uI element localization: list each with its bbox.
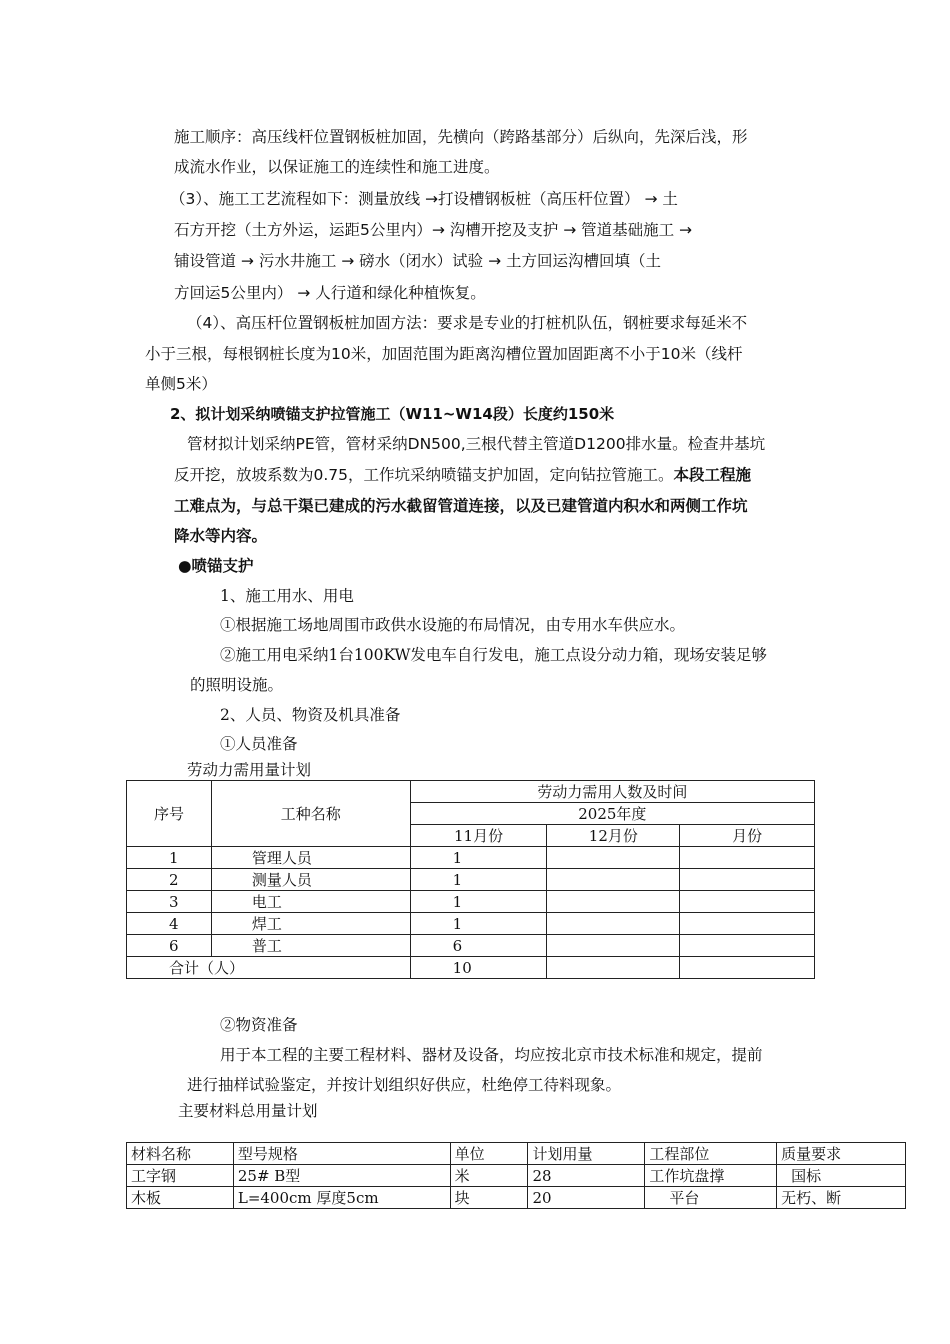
labor-m1: 1: [410, 913, 547, 935]
labor-name: 测量人员: [211, 869, 410, 891]
labor-m3: [680, 869, 815, 891]
paragraph-line: 降水等内容。: [174, 527, 268, 545]
paragraph-line: ②施工用电采纳1台100KW发电车自行发电，施工点设分动力箱，现场安装足够: [220, 646, 767, 664]
subsection-heading: 2、人员、物资及机具准备: [220, 706, 401, 724]
paragraph-line: 施工顺序：高压线杆位置钢板桩加固，先横向（跨路基部分）后纵向，先深后浅，形: [174, 128, 748, 146]
labor-m3: [680, 913, 815, 935]
table-row: [127, 847, 815, 869]
material-quality: 国标: [777, 1165, 906, 1187]
material-header: 计划用量: [528, 1143, 645, 1165]
labor-seq: 6: [127, 935, 212, 957]
labor-m3: [680, 957, 815, 979]
labor-name: 焊工: [211, 913, 410, 935]
paragraph-bold-text: 本段工程施: [673, 466, 752, 484]
table-row: [127, 891, 815, 913]
material-header: 型号规格: [233, 1143, 450, 1165]
paragraph-line: 单侧5米）: [145, 375, 217, 393]
material-location: 工作坑盘撑: [645, 1165, 777, 1187]
paragraph-line: 用于本工程的主要工程材料、器材及设备，均应按北京市技术标准和规定，提前: [220, 1046, 763, 1064]
table-row-total: [127, 957, 815, 979]
labor-header-type: 工种名称: [211, 781, 410, 847]
material-header: 工程部位: [645, 1143, 777, 1165]
paragraph-line: ①人员准备: [220, 735, 298, 753]
paragraph-line: ①根据施工场地周围市政供水设施的布局情况，由专用水车供应水。: [220, 616, 686, 634]
labor-m2: [547, 891, 680, 913]
material-spec: L=400cm 厚度5cm: [233, 1187, 450, 1209]
table-row: [127, 869, 815, 891]
labor-m1: 6: [410, 935, 547, 957]
bullet-heading: ●喷锚支护: [178, 557, 254, 575]
paragraph-line: 小于三根，每根钢桩长度为10米，加固范围为距离沟槽位置加固距离不小于10米（线杆: [145, 345, 743, 363]
labor-header-seq: 序号: [127, 781, 212, 847]
labor-name: 管理人员: [211, 847, 410, 869]
labor-table: [126, 780, 815, 979]
labor-m2: [547, 935, 680, 957]
paragraph-line: [174, 465, 751, 485]
labor-m2: [547, 869, 680, 891]
labor-seq: 1: [127, 847, 212, 869]
paragraph-line: 石方开挖（土方外运，运距5公里内）→ 沟槽开挖及支护 → 管道基础施工 →: [174, 221, 693, 239]
material-qty: 20: [528, 1187, 645, 1209]
labor-header-group: 劳动力需用人数及时间: [410, 781, 814, 803]
paragraph-line: （4）、高压杆位置钢板桩加固方法：要求是专业的打桩机队伍，钢桩要求每延米不: [187, 314, 748, 332]
subsection-heading: 1、施工用水、用电: [220, 587, 354, 605]
labor-m3: [680, 891, 815, 913]
material-table: [126, 1142, 906, 1209]
labor-m2: [547, 847, 680, 869]
labor-m1: 1: [410, 891, 547, 913]
material-spec: 25# B型: [233, 1165, 450, 1187]
material-location: 平台: [645, 1187, 777, 1209]
labor-header-year: 2025年度: [410, 803, 814, 825]
material-unit: 米: [450, 1165, 528, 1187]
labor-header-month-2: 12月份: [547, 825, 680, 847]
material-qty: 28: [528, 1165, 645, 1187]
labor-total-label: 合计（人）: [127, 957, 411, 979]
subsection-heading: ②物资准备: [220, 1016, 298, 1034]
labor-m2: [547, 913, 680, 935]
labor-m1: 1: [410, 847, 547, 869]
table-row: [127, 1187, 906, 1209]
material-quality: 无朽、断: [777, 1187, 906, 1209]
labor-seq: 2: [127, 869, 212, 891]
labor-m3: [680, 935, 815, 957]
paragraph-line: 管材拟计划采纳PE管，管材采纳DN500,三根代替主管道D1200排水量。检查井基坑: [187, 435, 766, 453]
table-row: [127, 913, 815, 935]
material-header: 材料名称: [127, 1143, 234, 1165]
labor-m2: [547, 957, 680, 979]
table-caption: 劳动力需用量计划: [187, 761, 312, 779]
paragraph-text: 反开挖，放坡系数为0.75，工作坑采纳喷锚支护加固，定向钻拉管施工。: [174, 466, 674, 484]
table-caption: 主要材料总用量计划: [178, 1102, 318, 1120]
labor-m3: [680, 847, 815, 869]
labor-seq: 4: [127, 913, 212, 935]
paragraph-line: 的照明设施。: [190, 676, 284, 694]
labor-header-month-3: 月份: [680, 825, 815, 847]
material-name: 木板: [127, 1187, 234, 1209]
labor-seq: 3: [127, 891, 212, 913]
paragraph-line: 铺设管道 → 污水井施工 → 磅水（闭水）试验 → 土方回运沟槽回填（土: [174, 252, 662, 270]
section-heading: 2、拟计划采纳喷锚支护拉管施工（W11~W14段）长度约150米: [170, 405, 615, 423]
material-header: 单位: [450, 1143, 528, 1165]
table-row: [127, 935, 815, 957]
paragraph-line: 进行抽样试验鉴定，并按计划组织好供应，杜绝停工待料现象。: [187, 1076, 622, 1094]
material-name: 工字钢: [127, 1165, 234, 1187]
table-row: [127, 1165, 906, 1187]
paragraph-line: 成流水作业，以保证施工的连续性和施工进度。: [174, 158, 500, 176]
material-header: 质量要求: [777, 1143, 906, 1165]
table-header-row: [127, 1143, 906, 1165]
paragraph-line: 工难点为，与总干渠已建成的污水截留管道连接，以及已建管道内积水和两侧工作坑: [174, 497, 748, 515]
material-unit: 块: [450, 1187, 528, 1209]
labor-header-month-1: 11月份: [410, 825, 547, 847]
paragraph-line: 方回运5公里内） → 人行道和绿化种植恢复。: [174, 284, 486, 302]
paragraph-line: （3）、施工工艺流程如下：测量放线 →打设槽钢板桩（高压杆位置） → 土: [170, 190, 678, 208]
labor-m1: 1: [410, 869, 547, 891]
labor-total-value: 10: [410, 957, 547, 979]
labor-name: 普工: [211, 935, 410, 957]
labor-name: 电工: [211, 891, 410, 913]
